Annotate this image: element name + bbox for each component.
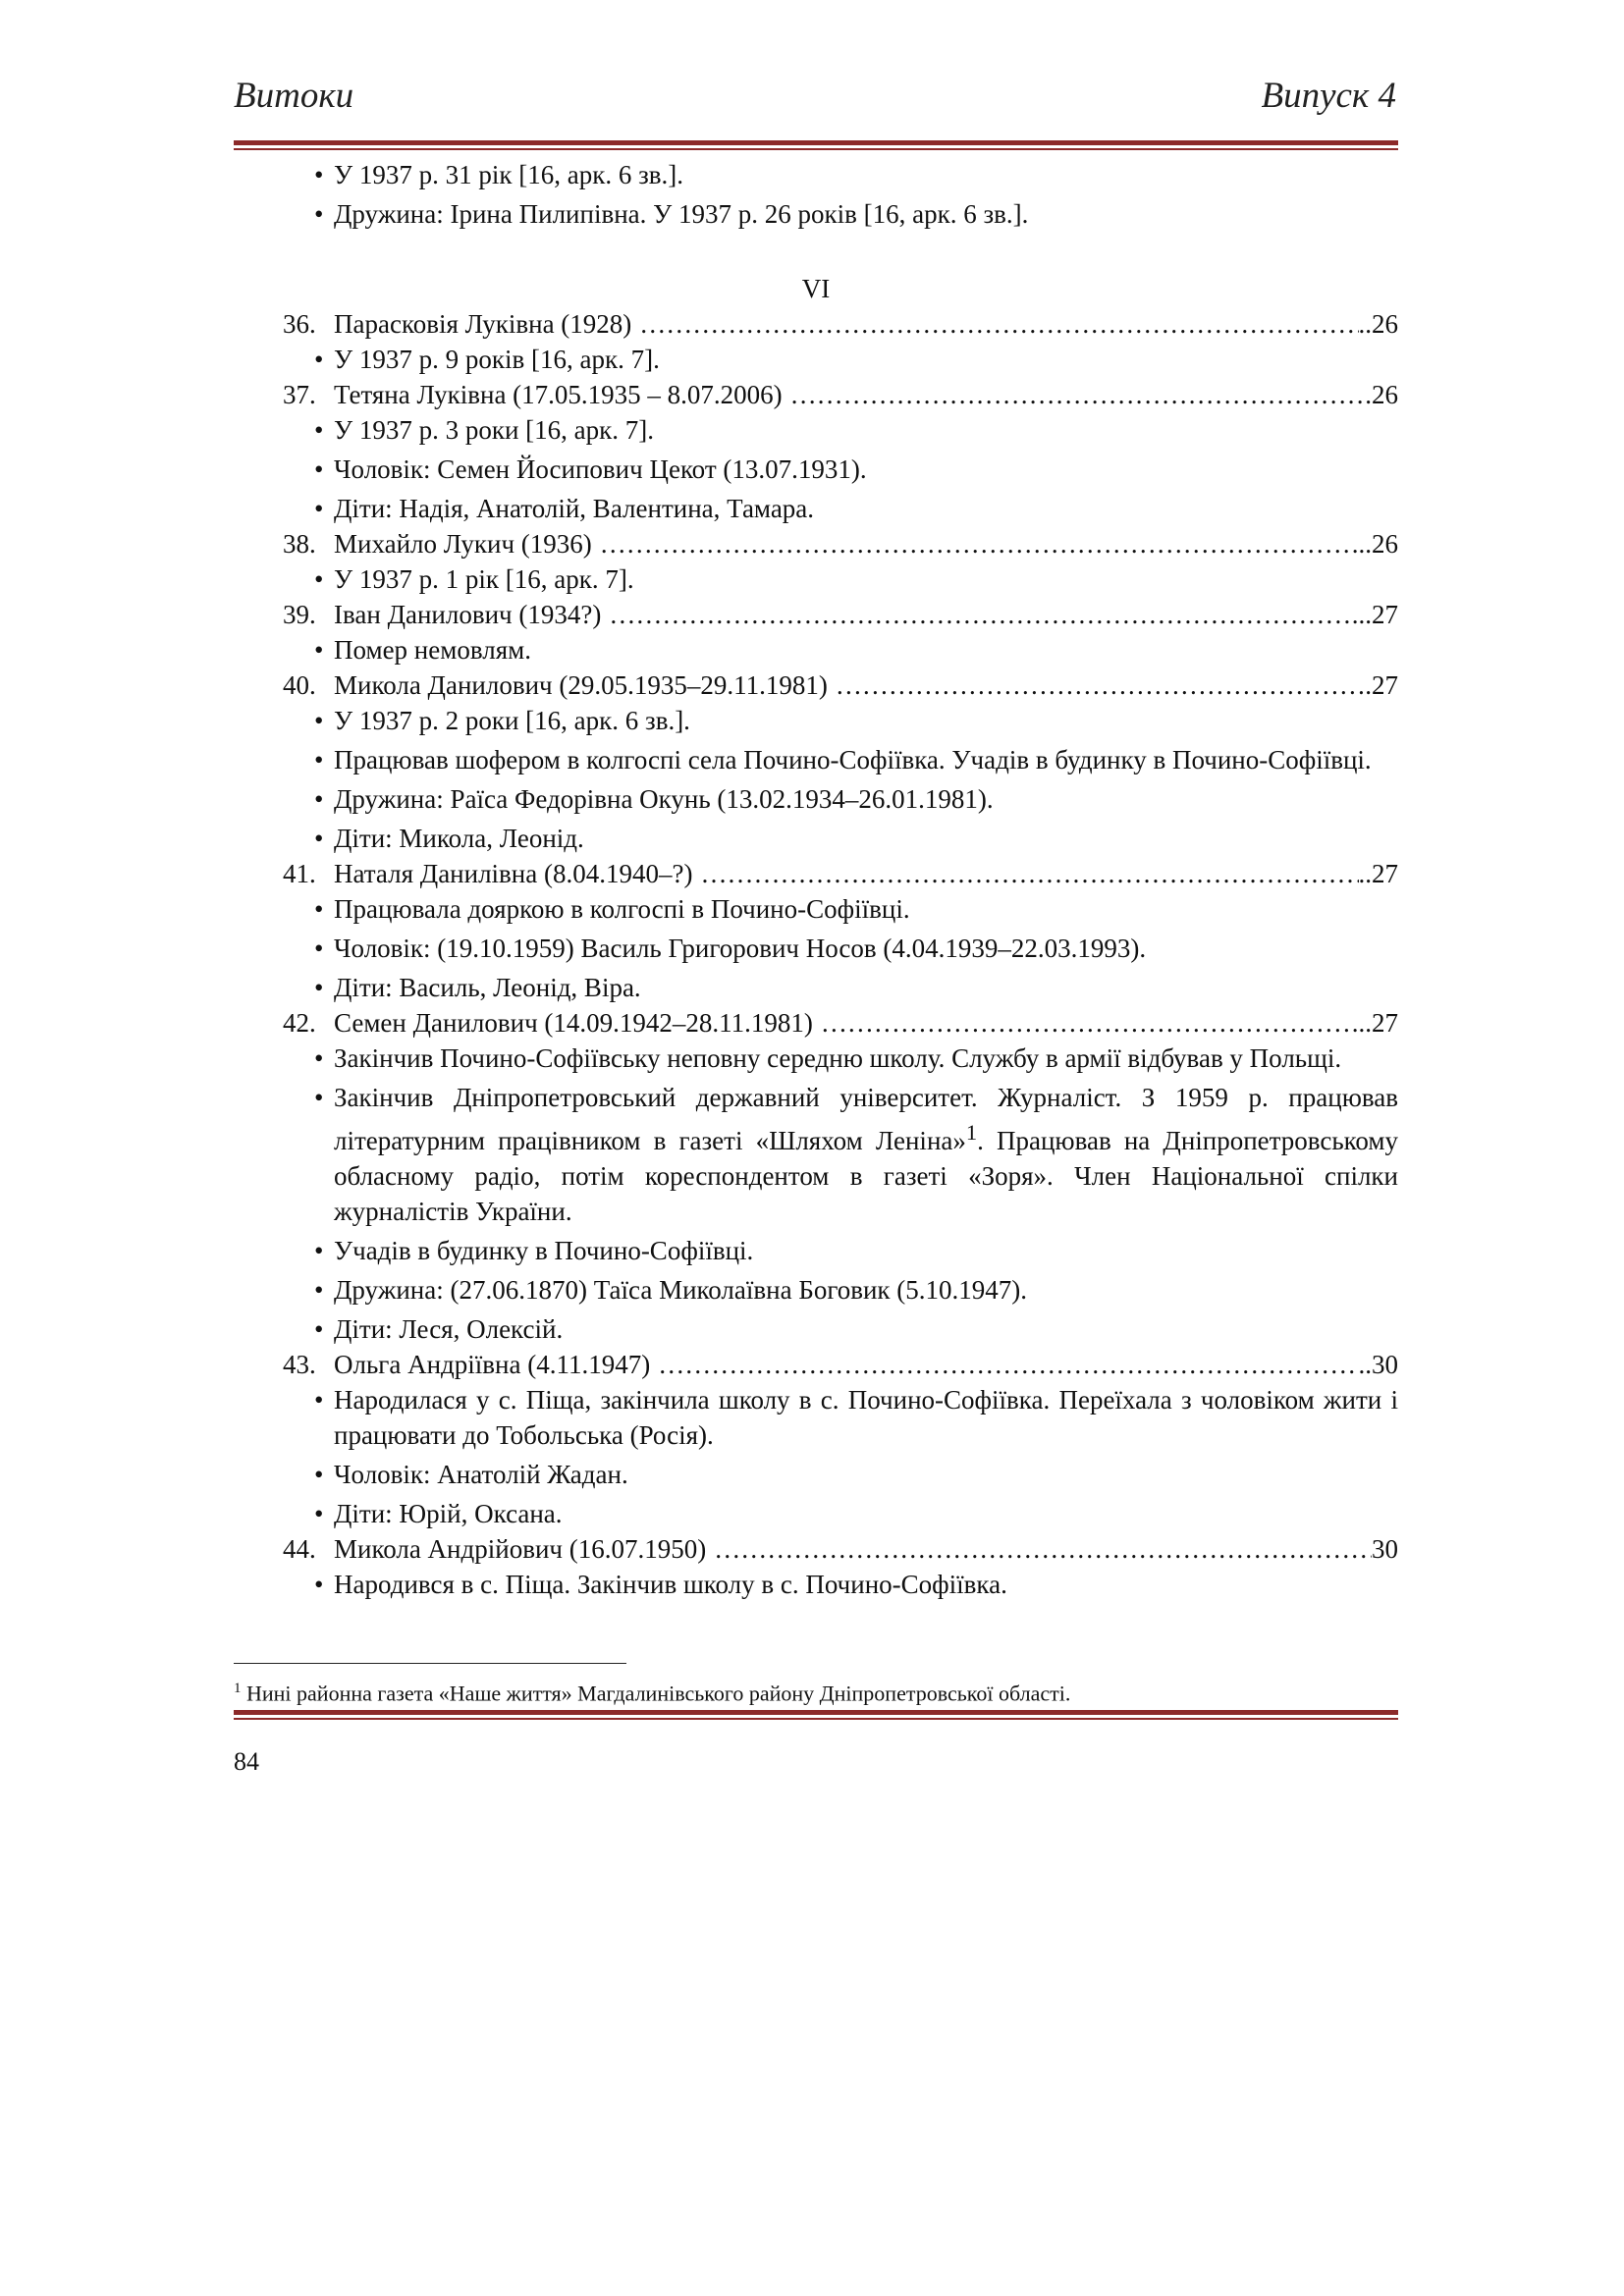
- running-header-title: Витоки: [234, 76, 354, 116]
- section-title: VI: [801, 274, 831, 303]
- bullet-icon: •: [314, 1236, 324, 1265]
- entry-heading: 43. Ольга Андріївна (4.11.1947) ………………………………………………………………………………………………………………………………………………………………………… ..30: [234, 1347, 1398, 1382]
- entry-heading: 37. Тетяна Луківна (17.05.1935 – 8.07.2006) ………………………………………………………………………………………………………………………………………………………………………… .26: [234, 377, 1398, 412]
- list-item: • У 1937 р. 1 рік [16, арк. 7].: [234, 561, 1398, 597]
- list-item: • Учадів в будинку в Почино-Софіївці.: [234, 1233, 1398, 1268]
- list-item: • Дружина: Раїса Федорівна Окунь (13.02.1934–26.01.1981).: [234, 781, 1398, 817]
- list-item: • Народилася у с. Піща, закінчила школу в с. Почино-Софіївка. Переїхала з чоловіком жити і працювати до Тобольська (Росія).: [234, 1382, 1398, 1453]
- list-item: • Закінчив Почино-Софіївську неповну середню школу. Службу в армії відбував у Польщі.: [234, 1041, 1398, 1076]
- list-item: • Чоловік: Семен Йосипович Цекот (13.07.1931).: [234, 452, 1398, 487]
- list-item: • У 1937 р. 31 рік [16, арк. 6 зв.].: [234, 157, 1398, 192]
- entry-heading: 41. Наталя Данилівна (8.04.1940–?) ………………………………………………………………………………………………………………………………………………………………………… ..27: [234, 856, 1398, 891]
- bullet-icon: •: [314, 564, 324, 594]
- bullet-icon: •: [314, 706, 324, 735]
- page-body: [234, 157, 1398, 1602]
- bullet-icon: •: [314, 1460, 324, 1489]
- bullet-icon: •: [314, 934, 324, 963]
- bullet-icon: •: [314, 1314, 324, 1344]
- bullet-icon: •: [314, 494, 324, 523]
- entry-heading: 44. Микола Андрійович (16.07.1950) ………………………………………………………………………………………………………………………………………………………………………… 30: [234, 1531, 1398, 1567]
- bullet-icon: •: [314, 345, 324, 374]
- list-item: • Чоловік: (19.10.1959) Василь Григорович Носов (4.04.1939–22.03.1993).: [234, 931, 1398, 966]
- entry-heading: 38. Михайло Лукич (1936) ………………………………………………………………………………………………………………………………………………………………………… ...26: [234, 526, 1398, 561]
- header-rule: [234, 140, 1398, 150]
- bullet-icon: •: [314, 415, 324, 445]
- list-item: • Чоловік: Анатолій Жадан.: [234, 1457, 1398, 1492]
- bullet-icon: •: [314, 1570, 324, 1599]
- bullet-icon: •: [314, 1499, 324, 1528]
- footer-rule: [234, 1710, 1398, 1720]
- bullet-icon: •: [314, 824, 324, 853]
- bullet-icon: •: [314, 1385, 324, 1415]
- list-item: • Закінчив Дніпропетровський державний університет. Журналіст. З 1959 р. працював літературним працівником в газеті «Шляхом Леніна»$^1$. Працював на Дніпропетровському обласному радіо, потім кореспондентом в газеті «Зоря». Член Національної спілки журналістів України.: [234, 1080, 1398, 1229]
- bullet-icon: •: [314, 1083, 324, 1112]
- bullet-icon: •: [314, 745, 324, 774]
- list-item: • Діти: Микола, Леонід.: [234, 821, 1398, 856]
- running-header-issue: Випуск 4: [1261, 76, 1396, 116]
- list-item: • У 1937 р. 9 років [16, арк. 7].: [234, 342, 1398, 377]
- bullet-icon: •: [314, 784, 324, 814]
- bullet-icon: •: [314, 199, 324, 229]
- list-item: • Діти: Леся, Олексій.: [234, 1311, 1398, 1347]
- bullet-icon: •: [314, 973, 324, 1002]
- bullet-icon: •: [314, 1275, 324, 1305]
- bullet-icon: •: [314, 635, 324, 665]
- entry-heading: 40. Микола Данилович (29.05.1935–29.11.1981) ………………………………………………………………………………………………………………………………………………………………………… .27: [234, 667, 1398, 703]
- entry-heading: 42. Семен Данилович (14.09.1942–28.11.1981) ………………………………………………………………………………………………………………………………………………………………………… ...27: [234, 1005, 1398, 1041]
- entry-heading: 39. Іван Данилович (1934?) ………………………………………………………………………………………………………………………………………………………………………… ...27: [234, 597, 1398, 632]
- footnote-divider: [234, 1663, 626, 1664]
- list-item: • У 1937 р. 3 роки [16, арк. 7].: [234, 412, 1398, 448]
- list-item: • Діти: Надія, Анатолій, Валентина, Тамара.: [234, 491, 1398, 526]
- bullet-icon: •: [314, 454, 324, 484]
- list-item: • Працювала дояркою в колгоспі в Почино-Софіївці.: [234, 891, 1398, 927]
- page-number: 84: [234, 1747, 259, 1776]
- footnote-reference[interactable]: 1: [965, 1120, 978, 1145]
- entry-heading: 36. Парасковія Луківна (1928) ………………………………………………………………………………………………………………………………………………………………………… ..26: [234, 306, 1398, 342]
- list-item: • Помер немовлям.: [234, 632, 1398, 667]
- list-item: • Дружина: (27.06.1870) Таїса Миколаївна Боговик (5.10.1947).: [234, 1272, 1398, 1308]
- bullet-icon: •: [314, 160, 324, 189]
- list-item: • Працював шофером в колгоспі села Почино-Софіївка. Учадів в будинку в Почино-Софіївці.: [234, 742, 1398, 777]
- bullet-icon: •: [314, 894, 324, 924]
- list-item: • Народився в с. Піща. Закінчив школу в с. Почино-Софіївка.: [234, 1567, 1398, 1602]
- list-item: • Дружина: Ірина Пилипівна. У 1937 р. 26 років [16, арк. 6 зв.].: [234, 196, 1398, 232]
- footnote: $^1$ Нині районна газета «Наше життя» Магдалинівського району Дніпропетровської області.: [234, 1681, 1071, 1706]
- list-item: • Діти: Юрій, Оксана.: [234, 1496, 1398, 1531]
- bullet-icon: •: [314, 1043, 324, 1073]
- list-item: • У 1937 р. 2 роки [16, арк. 6 зв.].: [234, 703, 1398, 738]
- list-item: • Діти: Василь, Леонід, Віра.: [234, 970, 1398, 1005]
